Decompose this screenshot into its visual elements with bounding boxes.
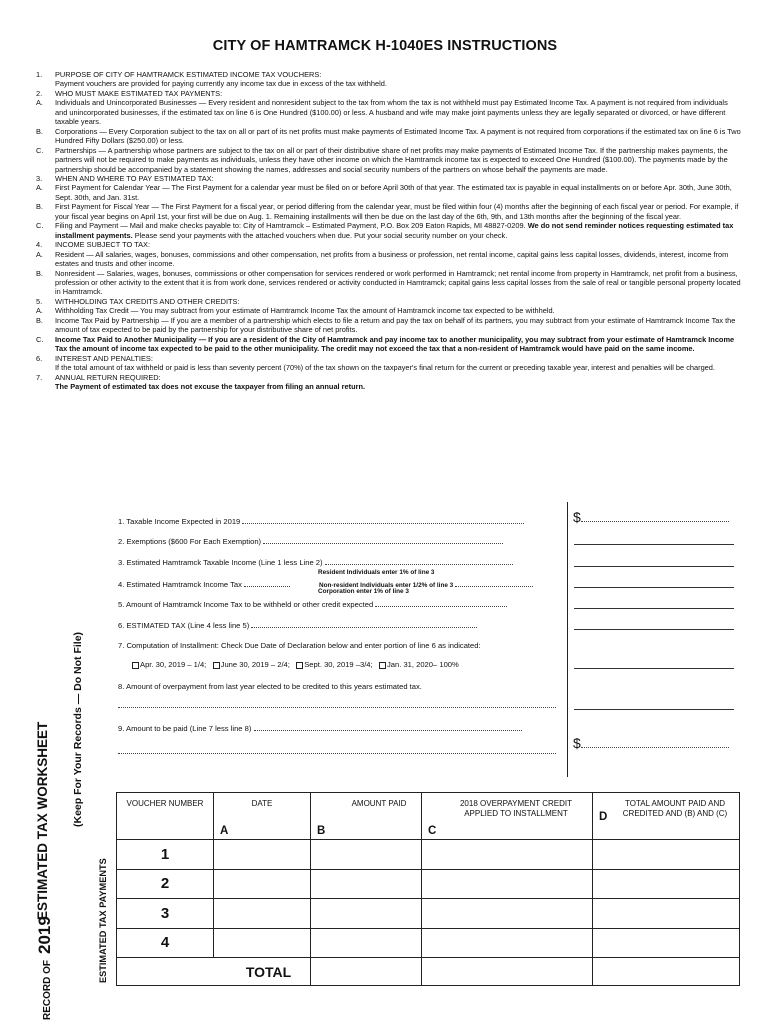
line-9-entry — [118, 746, 558, 756]
leader-dots — [242, 516, 524, 524]
header-text: AMOUNT PAID — [351, 799, 407, 808]
note-nonresident-text: Non-resident Individuals enter 1/2% of line 3 — [319, 582, 454, 589]
date-cell[interactable] — [214, 899, 311, 929]
worksheet-line-2 — [118, 536, 558, 546]
subsection-letter: B. — [36, 126, 43, 136]
header-date — [214, 793, 311, 840]
subsection-letter: C. — [36, 334, 44, 344]
checkbox-icon[interactable] — [379, 662, 386, 669]
option-label: Apr. 30, 2019 – 1/4; — [140, 660, 207, 669]
section-heading: WITHHOLDING TAX CREDITS AND OTHER CREDITS: — [55, 296, 240, 306]
line-label: 8. Amount of overpayment from last year elected to be credited to this years estimated tax. — [118, 682, 422, 691]
subsection-text: Filing and Payment — Mail and make checks payable to: City of Hamtramck – Estimated Payment, P.O. Box 209 Eaton Rapids, MI 48827-0209. — [55, 221, 526, 231]
date-cell[interactable] — [214, 928, 311, 958]
section-1 — [36, 70, 742, 89]
dollar-sign: $ — [573, 735, 581, 751]
total-cell[interactable] — [593, 869, 740, 899]
worksheet-line-1 — [118, 516, 558, 526]
record-year: 2019 — [35, 916, 54, 954]
header-overpayment — [422, 793, 593, 840]
table-row — [117, 899, 740, 929]
subsection-text: First Payment for Calendar Year — The First Payment for a calendar year must be filed on or before April 30th of that year. The estimated tax is payable in equal installments on or before Apr. 30th, June 30th, Sept. 30th, and Jan. 31st. — [55, 183, 732, 202]
overpayment-cell[interactable] — [422, 869, 593, 899]
overpayment-cell[interactable] — [422, 928, 593, 958]
subsection-letter: A. — [36, 306, 43, 316]
record-side-label: ESTIMATED TAX PAYMENTS — [98, 858, 108, 983]
section-number: 3. — [36, 173, 43, 183]
total-text: TOTAL — [245, 963, 292, 980]
voucher-number: 1 — [117, 840, 214, 870]
header-amount — [311, 793, 422, 840]
amount-cell[interactable] — [311, 840, 422, 870]
section-4 — [36, 240, 742, 249]
answer-line-3[interactable] — [574, 566, 734, 567]
record-of-label — [35, 860, 59, 1020]
table-row — [117, 869, 740, 899]
subsection-2a — [36, 98, 742, 126]
line-label: 6. ESTIMATED TAX (Line 4 less line 5) — [118, 621, 250, 630]
line-label: 7. Computation of Installment: Check Due Date of Declaration below and enter portion of line 6 as indicated: — [118, 641, 481, 650]
worksheet-line-7 — [118, 641, 558, 650]
voucher-number: 2 — [117, 869, 214, 899]
option-label: Sept. 30, 2019 –3/4; — [304, 660, 373, 669]
answer-line-5[interactable] — [574, 608, 734, 609]
section-2 — [36, 89, 742, 98]
leader-dots — [325, 557, 513, 565]
worksheet-line-8 — [118, 682, 558, 691]
total-amount-cell[interactable] — [311, 958, 422, 986]
section-number: 2. — [36, 88, 43, 98]
column-letter-b: B — [317, 825, 326, 837]
section-heading: INCOME SUBJECT TO TAX: — [55, 240, 151, 250]
leader-dots — [118, 746, 556, 754]
line-label: 4. Estimated Hamtramck Income Tax — [118, 580, 242, 589]
subsection-letter: B. — [36, 268, 43, 278]
leader-dots — [263, 536, 503, 544]
leader-dots — [254, 723, 522, 731]
due-date-options — [132, 660, 572, 669]
subsection-5c — [36, 335, 742, 354]
total-label — [117, 958, 311, 986]
payments-table — [116, 792, 740, 986]
table-row — [117, 928, 740, 958]
leader-dots — [455, 579, 533, 587]
header-text: 2018 OVERPAYMENT CREDIT APPLIED TO INSTALLMENT — [459, 799, 573, 818]
section-body: Payment vouchers are provided for paying currently any income tax due in excess of the tax withheld. — [55, 79, 387, 89]
overpayment-cell[interactable] — [422, 899, 593, 929]
section-heading: WHEN AND WHERE TO PAY ESTIMATED TAX: — [55, 173, 214, 183]
subsection-text: Withholding Tax Credit — You may subtract from your estimate of Hamtramck Income Tax the amount of Hamtramck income tax expected to be withheld. — [55, 306, 555, 316]
voucher-number: 3 — [117, 899, 214, 929]
reminder-notice: We do not send reminder notices requesting estimated tax installment payments. — [55, 221, 734, 240]
section-number: 5. — [36, 296, 43, 306]
subsection-text-tail: Please send your payments with the attached vouchers when due. Put your social security number on your check. — [134, 230, 508, 240]
checkbox-icon[interactable] — [132, 662, 139, 669]
answer-dots — [581, 738, 729, 748]
header-text: VOUCHER NUMBER — [126, 799, 204, 808]
header-voucher — [117, 793, 214, 840]
answer-line-7[interactable] — [574, 668, 734, 669]
subsection-text: First Payment for Fiscal Year — The First Payment for a fiscal year, or period differing from the calendar year, must be filed within four (4) months after the beginning of each fiscal year or period. For example, if your fiscal year begins on April 1st, your first will be due on Aug. 1. Remaining installments will then be due on the last day of the 6th, 9th, and 13th months after the beginning of the fiscal year. — [55, 202, 739, 221]
subsection-3a — [36, 183, 742, 202]
page-title: CITY OF HAMTRAMCK H-1040ES INSTRUCTIONS — [212, 38, 558, 54]
subsection-letter: A. — [36, 249, 43, 259]
section-3 — [36, 174, 742, 183]
column-letter-a: A — [220, 825, 229, 837]
note-corporation: Corporation enter 1% of line 3 — [318, 588, 409, 595]
header-total — [593, 793, 740, 840]
column-letter-d: D — [599, 811, 608, 823]
subsection-letter: B. — [36, 202, 43, 212]
answer-line-1[interactable] — [573, 509, 729, 525]
leader-dots — [244, 579, 290, 587]
section-number: 1. — [36, 70, 43, 79]
total-cell[interactable] — [593, 840, 740, 870]
subsection-text: Partnerships — A partnership whose partners are subject to the tax on all or part of their distributive share of net profits may make payments of Estimated Income Tax. If the partnership makes payments, the partners will not be required to make payments as individuals, unless they have other income on which the Hamtramck income tax is expected to exceed One Hundred ($100.00). The payments made by the partnership should be accompanied by a statement showing the names, addresses and social security numbers of the partners on whose behalf the payments are made. — [55, 145, 728, 174]
table-row — [117, 840, 740, 870]
answer-line-6[interactable] — [574, 629, 734, 630]
section-number: 4. — [36, 240, 43, 250]
date-cell[interactable] — [214, 869, 311, 899]
table-header-row — [117, 793, 740, 840]
subsection-letter: C. — [36, 221, 44, 231]
due-option-3[interactable] — [296, 660, 372, 669]
option-label: Jan. 31, 2020– 100% — [386, 660, 459, 669]
subsection-letter: A. — [36, 98, 43, 108]
line-8-entry — [118, 700, 558, 710]
worksheet-line-3 — [118, 557, 558, 567]
subsection-text: Resident — All salaries, wages, bonuses, commissions and other compensation, net profits from a business or profession, net rental income, capital gains less capital losses, dividends, interest, income from estates and trusts and other income. — [55, 249, 729, 269]
header-text: DATE — [251, 799, 273, 808]
section-5 — [36, 297, 742, 306]
subsection-3b — [36, 202, 742, 221]
dollar-sign: $ — [573, 509, 581, 525]
section-7 — [36, 373, 742, 392]
due-option-4[interactable] — [379, 660, 459, 669]
checkbox-icon[interactable] — [296, 662, 303, 669]
subsection-2c — [36, 146, 742, 174]
worksheet-line-6 — [118, 620, 558, 630]
answer-line-2[interactable] — [574, 544, 734, 545]
subsection-text: Corporations — Every Corporation subject to the tax on all or part of its net profits must make payments of Estimated Income Tax. A payment is not required from corporations if the estimated tax on line 6 is Two Hundred Fifty Dollars ($250.00) or less. — [55, 126, 741, 146]
amount-cell[interactable] — [311, 928, 422, 958]
total-cell[interactable] — [593, 899, 740, 929]
worksheet-line-5 — [118, 599, 558, 609]
subsection-letter: B. — [36, 315, 43, 325]
checkbox-icon[interactable] — [213, 662, 220, 669]
section-heading: WHO MUST MAKE ESTIMATED TAX PAYMENTS: — [55, 88, 223, 98]
due-option-1[interactable] — [132, 660, 206, 669]
subsection-text: Nonresident — Salaries, wages, bonuses, commissions or other compensation for services rendered or work performed in Hamtramck; net rental income from property in Hamtramck, net profit from a business, profession or other activity to the extent that it is from work done, services rendered or activity conducted in Hamtramck; capital gains less capital losses from the sale of real or tangible personal property located in Hamtramck. — [55, 268, 741, 297]
line-label: 9. Amount to be paid (Line 7 less line 8) — [118, 724, 252, 733]
line-label: 2. Exemptions ($600 For Each Exemption) — [118, 537, 262, 546]
instructions — [36, 70, 742, 391]
section-heading: INTEREST AND PENALTIES: — [55, 353, 153, 363]
subsection-letter: C. — [36, 145, 44, 155]
answer-dots — [581, 512, 729, 522]
subsection-text: Individuals and Unincorporated Businesses — Every resident and nonresident subject to the tax from whom the tax is not withheld must pay Estimated Income Tax. A payment is not required from individuals and unincorporated businesses, if the estimated tax on line 6 is One Hundred ($100.00) or less. A husband and wife may make joint payments unless they are legally separated or divorced, or have different taxable years. — [55, 98, 728, 127]
subsection-text: Income Tax Paid by Partnership — If you are a member of a partnership which elects to file a return and pay the tax on behalf of its partners, you may subtract from your estimate of Hamtramck Income Tax the amount of tax expected to be paid by the partnership for your distributive share of net profits. — [55, 315, 736, 335]
section-heading: PURPOSE OF CITY OF HAMTRAMCK ESTIMATED INCOME TAX VOUCHERS: — [55, 70, 322, 79]
line-label: 5. Amount of Hamtramck Income Tax to be withheld or other credit expected — [118, 600, 374, 609]
total-overpayment-cell[interactable] — [422, 958, 593, 986]
column-letter-c: C — [428, 825, 437, 837]
worksheet-label: ESTIMATED TAX WORKSHEET — [35, 721, 50, 920]
section-body: If the total amount of tax withheld or paid is less than seventy percent (70%) of the tax shown on the taxpayer's final return for the current or preceding taxable year, interest and penalties will be charged. — [55, 363, 715, 373]
amount-cell[interactable] — [311, 899, 422, 929]
subsection-5a — [36, 306, 742, 315]
header-text: TOTAL AMOUNT PAID AND CREDITED AND (B) AND (C) — [622, 799, 728, 818]
note-resident: Resident Individuals enter 1% of line 3 — [318, 569, 435, 576]
worksheet-line-9 — [118, 723, 558, 733]
subsection-5b — [36, 316, 742, 335]
answer-line-8[interactable] — [574, 709, 734, 710]
leader-dots — [251, 620, 477, 628]
option-label: June 30, 2019 – 2/4; — [220, 660, 290, 669]
overpayment-cell[interactable] — [422, 840, 593, 870]
subsection-4a — [36, 250, 742, 269]
subsection-2b — [36, 127, 742, 146]
leader-dots — [118, 700, 556, 708]
record-of-text: RECORD OF — [42, 960, 53, 1020]
subsection-text: Income Tax Paid to Another Municipality — If you are a resident of the City of Hamtramck and pay income tax to another municipality, you may subtract from your estimate of Hamtramck Income Tax the amount of income tax expected to be paid to the other municipality. The credit may not exceed the tax that a non-resident of Hamtramck would have paid on the same income. — [55, 334, 735, 354]
total-total-cell[interactable] — [593, 958, 740, 986]
voucher-number: 4 — [117, 928, 214, 958]
table-total-row — [117, 958, 740, 986]
date-cell[interactable] — [214, 840, 311, 870]
worksheet-divider — [567, 502, 568, 777]
worksheet-keep-note: (Keep For Your Records — Do Not File) — [72, 631, 84, 827]
section-6 — [36, 354, 742, 373]
answer-line-4[interactable] — [574, 587, 734, 588]
section-body: The Payment of estimated tax does not excuse the taxpayer from filing an annual return. — [55, 381, 366, 391]
answer-line-9[interactable] — [573, 735, 729, 751]
section-number: 6. — [36, 353, 43, 363]
leader-dots — [375, 599, 507, 607]
section-heading: ANNUAL RETURN REQUIRED: — [55, 372, 161, 382]
due-option-2[interactable] — [213, 660, 290, 669]
line-label: 1. Taxable Income Expected in 2019 — [118, 517, 241, 526]
section-number: 7. — [36, 372, 43, 382]
total-cell[interactable] — [593, 928, 740, 958]
subsection-4b — [36, 269, 742, 297]
amount-cell[interactable] — [311, 869, 422, 899]
subsection-letter: A. — [36, 183, 43, 193]
subsection-3c — [36, 221, 742, 240]
line-label: 3. Estimated Hamtramck Taxable Income (Line 1 less Line 2) — [118, 558, 323, 567]
